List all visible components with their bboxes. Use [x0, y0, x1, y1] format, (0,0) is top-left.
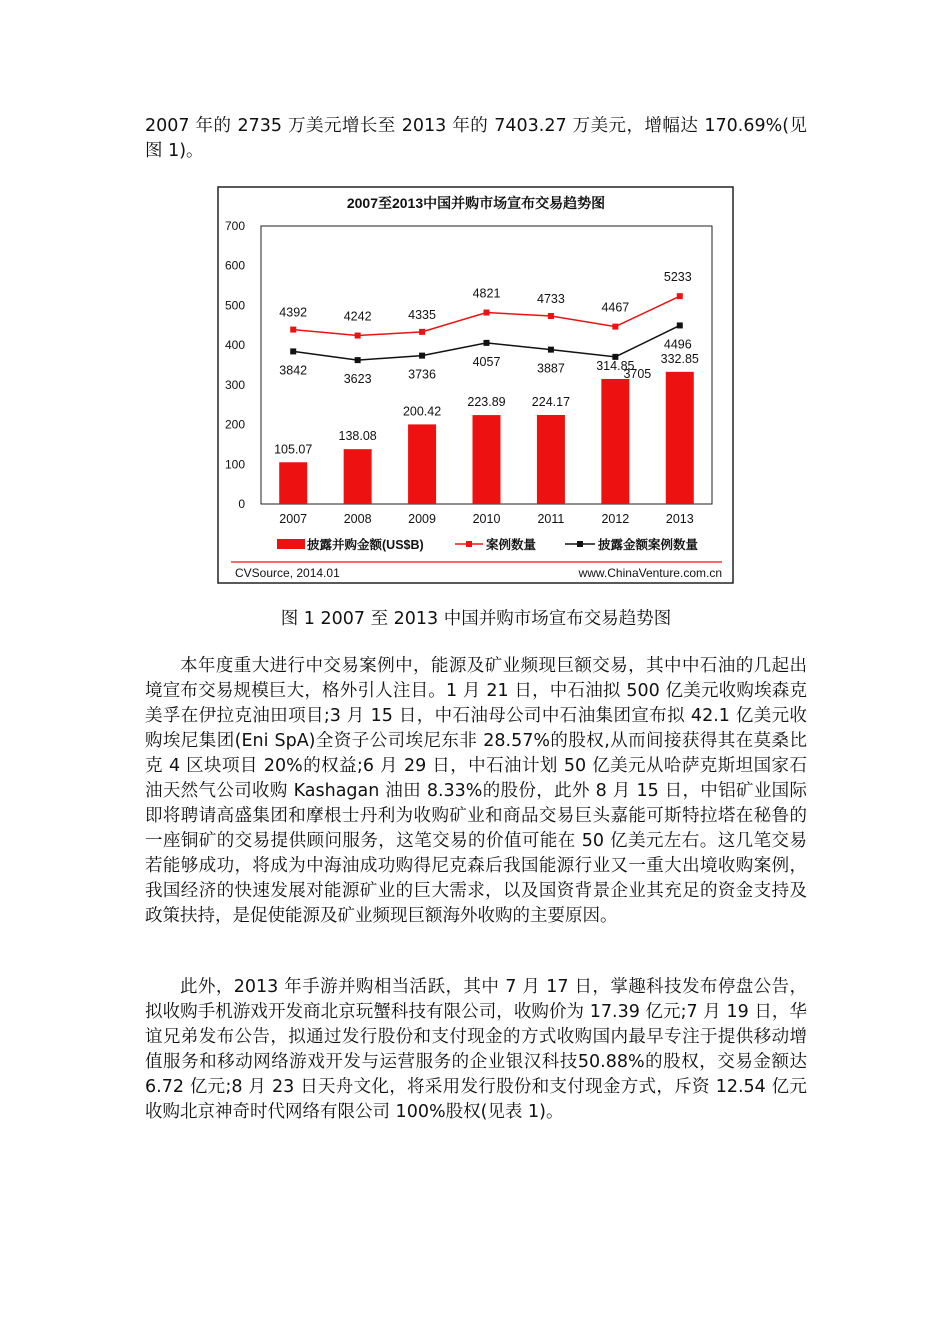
bar-mark	[408, 424, 436, 504]
line-value-label: 5233	[663, 270, 692, 285]
line-value-label: 3887	[537, 361, 565, 376]
line-point	[355, 357, 361, 363]
bar-value-label: 223.89	[467, 395, 506, 410]
figure-caption: 图 1 2007 至 2013 中国并购市场宣布交易趋势图	[280, 609, 672, 629]
y-tick-label: 300	[224, 377, 245, 392]
line-value-label: 3736	[408, 367, 436, 382]
line-point	[419, 329, 425, 335]
bar-value-label: 332.85	[660, 351, 699, 366]
line-point	[484, 340, 490, 346]
y-tick-label: 100	[224, 457, 245, 472]
website-label: www.ChinaVenture.com.cn	[578, 566, 722, 580]
y-tick-label: 200	[224, 417, 245, 432]
x-tick-label: 2011	[537, 512, 565, 526]
line-value-label: 4496	[663, 337, 692, 352]
line-point	[290, 327, 296, 333]
line-point	[290, 348, 296, 354]
chart-figure	[217, 186, 735, 585]
line-point	[548, 313, 554, 319]
bar-mark	[473, 415, 501, 504]
intro-paragraph: 2007 年的 2735 万美元增长至 2013 年的 7403.27 万美元，增幅达 170.69%(见图 1)。	[145, 116, 807, 161]
bar-value-label: 200.42	[402, 404, 442, 419]
bar-mark	[666, 372, 694, 504]
y-tick-label: 600	[224, 258, 245, 273]
x-tick-label: 2013	[665, 512, 694, 526]
line-value-label: 3705	[623, 366, 652, 381]
line-point	[677, 322, 683, 328]
line-point	[548, 347, 554, 353]
line-value-label: 4242	[343, 309, 372, 324]
source-label: CVSource, 2014.01	[235, 566, 340, 580]
trend-chart	[217, 186, 735, 585]
line-point	[677, 293, 683, 299]
legend-label-cases: 案例数量	[486, 538, 537, 552]
legend-marker-cases	[466, 541, 472, 547]
line-value-label: 3842	[279, 363, 308, 378]
line-point	[612, 324, 618, 330]
body-paragraph-energy: 本年度重大进行中交易案例中，能源及矿业频现巨额交易，其中中石油的几起出境宣布交易规模巨大，格外引人注目。1 月 21 日，中石油拟 500 亿美元收购埃森克美孚在伊拉克油田项目;3 月 15 日，中石油母公司中石油集团宣布拟 42.1 亿美元收购埃尼集团(Eni SpA)全资子公司埃尼东非 28.57%的股权,从而间接获得其在莫桑比克 4 区块项目 20%的权益;6 月 29 日，中石油计划 50 亿美元从哈萨克斯坦国家石油天然气公司收购 Kashagan 油田 8.33%的股份，此外 8 月 15 日，中铝矿业国际即将聘请高盛集团和摩根士丹利为收购矿业和商品交易巨头嘉能可斯特拉塔在秘鲁的一座铜矿的交易提供顾问服务，这笔交易的价值可能在 50 亿美元左右。这几笔交易若能够成功，将成为中海油成功购得尼克森后我国能源行业又一重大出境收购案例，我国经济的快速发展对能源矿业的巨大需求，以及国资背景企业其充足的资金支持及政策扶持，是促使能源及矿业频现巨额海外收购的主要原因。	[145, 656, 807, 926]
bar-value-label: 314.85	[596, 358, 635, 373]
chart-title: 2007至2013中国并购市场宣布交易趋势图	[346, 195, 606, 211]
bar-value-label: 224.17	[531, 394, 571, 409]
line-value-label: 4392	[279, 305, 308, 320]
x-tick-label: 2012	[601, 512, 630, 526]
bar-mark	[279, 462, 307, 504]
bar-mark	[344, 449, 372, 504]
y-tick-label: 500	[224, 298, 245, 313]
line-value-label: 4467	[601, 300, 630, 315]
x-tick-label: 2007	[279, 512, 308, 526]
chart-legend	[277, 537, 699, 552]
y-tick-label: 0	[238, 497, 245, 511]
body-paragraph-mobile-games: 此外，2013 年手游并购相当活跃，其中 7 月 17 日，掌趣科技发布停盘公告，拟收购手机游戏开发商北京玩蟹科技有限公司，收购价为 17.39 亿元;7 月 19 日，华谊兄弟发布公告，拟通过发行股份和支付现金的方式收购国内最早专注于提供移动增值服务和移动网络游戏开发与运营服务的企业银汉科技50.88%的股权，交易金额达 6.72 亿元;8 月 23 日天舟文化，将采用发行股份和支付现金方式，斥资 12.54 亿元收购北京神奇时代网络有限公司 100%股权(见表 1)。	[145, 977, 807, 1122]
x-tick-label: 2009	[408, 512, 436, 526]
bar-mark	[601, 379, 629, 504]
line-value-label: 4335	[408, 307, 436, 322]
line-point	[484, 310, 490, 316]
line-value-label: 4057	[472, 354, 501, 369]
x-tick-label: 2008	[343, 512, 372, 526]
bar-value-label: 138.08	[338, 429, 377, 444]
legend-swatch-bar	[277, 539, 305, 549]
legend-marker-disclosed	[577, 541, 583, 547]
legend-label-disclosed: 披露金额案例数量	[598, 538, 699, 552]
line-value-label: 3623	[343, 372, 372, 387]
y-tick-label: 700	[224, 219, 245, 233]
x-tick-label: 2010	[472, 512, 501, 526]
y-tick-label: 400	[224, 338, 245, 353]
bar-mark	[537, 415, 565, 504]
line-point	[419, 353, 425, 359]
line-point	[355, 333, 361, 339]
bar-value-label: 105.07	[274, 442, 313, 457]
line-value-label: 4733	[537, 292, 565, 307]
legend-label-bar: 披露并购金额(US$B)	[307, 538, 424, 552]
line-value-label: 4821	[472, 286, 501, 301]
